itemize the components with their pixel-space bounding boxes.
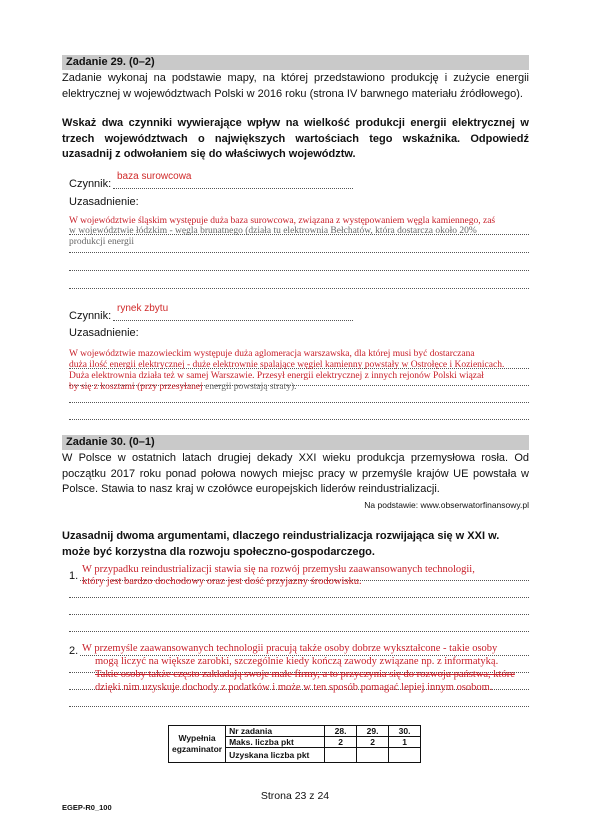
task-number-label: Nr zadania (226, 726, 325, 737)
answer-2-line-4 (69, 706, 529, 707)
max-points-29: 2 (357, 737, 389, 748)
max-points-28: 2 (325, 737, 357, 748)
max-points-label: Maks. liczba pkt (226, 737, 325, 748)
justification-2-answer-line-1: W województwie mazowieckim występuje duża aglomeracja warszawska, dla której musi być dostarczana (69, 349, 475, 359)
answer-2-text-line-3: Takie osoby także często zakładają swoje małe firmy, a to przyczynia się do rozwoju państwa, które (95, 669, 515, 680)
answer-2-text-line-1: W przemyśle zaawansowanych technologii pracują także osoby dobrze wykształcone - takie osoby (82, 643, 498, 654)
factor-2-answer: rynek zbytu (117, 303, 169, 314)
task-30-header: Zadanie 30. (0–1) (66, 436, 155, 448)
justification-1-line-2 (69, 252, 529, 253)
obtained-points-30[interactable] (389, 748, 421, 763)
factor-2-line (113, 320, 353, 321)
task-number-30: 30. (389, 726, 421, 737)
task-29-header-bar (62, 55, 529, 70)
answer-2-number: 2. (69, 645, 79, 657)
task-30-header-bar (62, 435, 529, 450)
justification-2-label: Uzasadnienie: (69, 327, 139, 339)
justification-1-answer-line-2: w województwie łódzkim - węgla brunatnego (działa tu elektrownia Bełchatów, która dostarcza około 20% (69, 226, 477, 236)
obtained-points-label: Uzyskana liczba pkt (226, 748, 325, 763)
justification-1-answer-line-1: W województwie śląskim występuje duża baza surowcowa, związana z występowaniem węgla kamiennego, zaś (69, 216, 496, 226)
justification-2-line-4 (69, 419, 529, 420)
max-points-30: 1 (389, 737, 421, 748)
justification-2-answer-line-3: Duża elektrownia działa też w samej Warszawie. Przesył energii elektrycznej z innych rejonów Polski wiązał (69, 371, 484, 381)
obtained-points-28[interactable] (325, 748, 357, 763)
task-number-28: 28. (325, 726, 357, 737)
exam-code: EGEP-R0_100 (62, 803, 112, 812)
score-table (168, 725, 421, 763)
task-29-instruction: Wskaż dwa czynniki wywierające wpływ na wielkość produkcji energii elektrycznej w trzech województwach o największych wartościach tego wskaźnika. Odpowiedź uzasadnij z odwołaniem się do właściwych województw. (62, 117, 529, 160)
justification-1-label: Uzasadnienie: (69, 196, 139, 208)
justification-2-answer-line-4a: by się z kosztami (przy przesyłanej (69, 382, 203, 392)
answer-1-number: 1. (69, 570, 79, 582)
obtained-points-29[interactable] (357, 748, 389, 763)
justification-1-line-4 (69, 288, 529, 289)
justification-2-answer-line-4 (69, 382, 297, 393)
task-30-instruction: Uzasadnij dwoma argumentami, dlaczego reindustrializacja rozwijająca się w XXI w. może być korzystna dla rozwoju społeczno-gospodarczego. (62, 530, 500, 558)
justification-1-answer-line-3: produkcji energii (69, 237, 134, 247)
filled-by-cell (169, 726, 226, 763)
answer-1-line-2 (69, 597, 529, 598)
task-30-source: Na podstawie: www.obserwatorfinansowy.pl (364, 500, 529, 510)
justification-2-answer-line-2: duża ilość energii elektrycznej - duże elektrownie spalające węgiel kamienny powstały w Ostrołęce i Kozienicach. (69, 360, 505, 370)
task-30-intro: W Polsce w ostatnich latach drugiej dekady XXI wieku produkcja przemysłowa rosła. Od początku 2017 roku ponad połowa nowych miejsc pracy w przemyśle krajów UE powstała w Polsce. Stawia to nasz kraj w czołówce europejskich liderów reindustrializacji. (62, 452, 529, 495)
answer-1-line-4 (69, 631, 529, 632)
task-29-intro: Zadanie wykonaj na podstawie mapy, na której przedstawiono produkcję i zużycie energii elektrycznej w województwach Polski w 2016 roku (strona IV barwnego materiału źródłowego). (62, 72, 529, 100)
factor-1-answer: baza surowcowa (117, 171, 192, 182)
answer-1-text-line-1: W przypadku reindustrializacji stawia się na rozwój przemysłu zaawansowanych technologii, (82, 564, 475, 575)
factor-2-label: Czynnik: (69, 310, 112, 322)
answer-2-text-line-4: dzięki nim uzyskuje dochody z podatków i może w ten sposób pomagać lepiej innym osobom. (95, 682, 493, 693)
justification-2-answer-line-4b: energii powstają straty). (202, 382, 297, 392)
task-29-header: Zadanie 29. (0–2) (66, 56, 155, 68)
factor-1-line (113, 188, 353, 189)
filled-by-line-2: egzaminator (172, 744, 223, 754)
page-number: Strona 23 z 24 (260, 790, 330, 802)
task-number-29: 29. (357, 726, 389, 737)
factor-1-label: Czynnik: (69, 178, 112, 190)
justification-1-line-3 (69, 270, 529, 271)
answer-1-line-3 (69, 614, 529, 615)
answer-1-text-line-2: który jest bardzo dochodowy oraz jest dość przyjazny środowisku. (82, 576, 362, 587)
answer-2-text-line-2: mogą liczyć na większe zarobki, szczególnie kiedy kończą zawody związane np. z informatyką. (95, 656, 499, 667)
filled-by-line-1: Wypełnia (178, 733, 216, 743)
justification-2-line-3 (69, 402, 529, 403)
